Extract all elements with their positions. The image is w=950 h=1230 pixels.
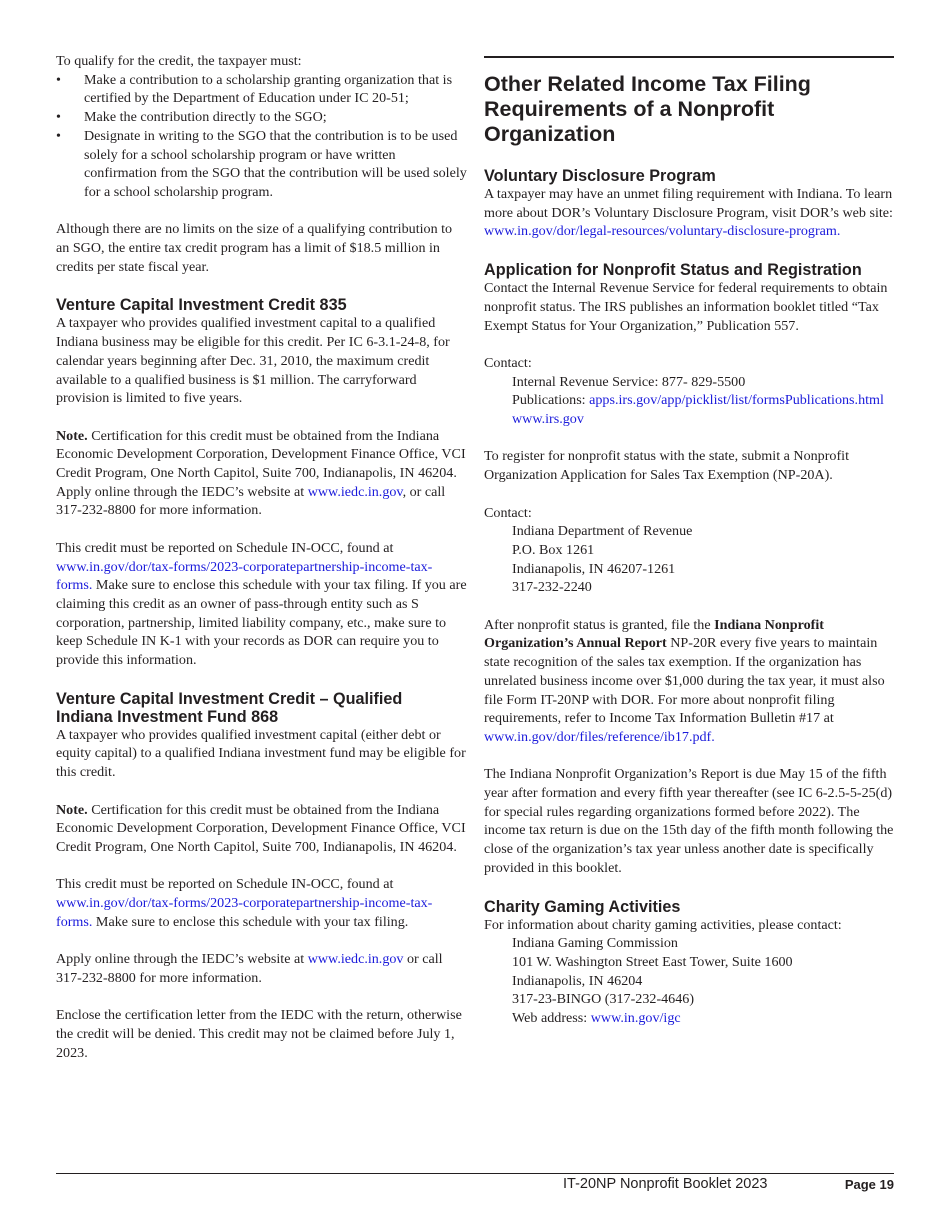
contact-label: Contact: — [484, 504, 532, 521]
address-line: Indianapolis, IN 46204 — [512, 972, 643, 989]
due-paragraph: The Indiana Nonprofit Organization’s Report is due May 15 of the fifth year after formation and every fifth year thereafter (see IC 6-2.5-5-25(d) for special rules regarding organizations formed before 2022). The income tax return is due on the 15th day of the fifth month following the close of the organization’s tax year unless another date is specifically provided in this booklet. — [484, 766, 894, 876]
vdp-paragraph: A taxpayer may have an unmet filing requirement with Indiana. To learn more about DOR’s Voluntary Disclosure Program, visit DOR’s web site: www.in.gov/dor/legal-resources/voluntary-disclosure-program. — [484, 186, 893, 240]
section-divider — [484, 56, 894, 58]
bullet-icon: • — [56, 127, 61, 144]
publications-line: Publications: apps.irs.gov/app/picklist/list/formsPublications.html — [512, 392, 884, 409]
vci-fund-paragraph: A taxpayer who provides qualified investment capital (either debt or equity capital) to a qualified Indiana investment fund may be eligible for this credit. — [56, 726, 466, 781]
list-item: • Make a contribution to a scholarship granting organization that is certified by the Department of Education under IC 20-51; — [56, 71, 453, 107]
tax-forms-link[interactable]: www.in.gov/dor/tax-forms/2023-corporatepartnership-income-tax-forms. — [56, 558, 433, 594]
address-line: Indiana Department of Revenue — [512, 523, 693, 540]
publications-link[interactable]: apps.irs.gov/app/picklist/list/formsPublications.html — [589, 392, 884, 409]
right-column — [484, 72, 894, 1028]
phone-line: 317-23-BINGO (317-232-4646) — [512, 991, 695, 1008]
address-line: Indianapolis, IN 46207-1261 — [512, 560, 676, 577]
phone-line: 317-232-2240 — [512, 579, 592, 596]
page-number: Page 19 — [844, 1177, 894, 1192]
vci-heading: Venture Capital Investment Credit 835 — [56, 296, 347, 315]
qualify-list — [56, 71, 468, 202]
application-paragraph: Contact the Internal Revenue Service for federal requirements to obtain nonprofit status. The IRS publishes an information booklet titled “Tax Exempt Status for Your Organization,” Publication 557. — [484, 280, 888, 334]
list-item: • Designate in writing to the SGO that the contribution is to be used solely for a school scholarship program or have written confirmation from the SGO that the contribution will be used solely for a school scholarship program. — [56, 127, 467, 200]
vci-report: This credit must be reported on Schedule IN-OCC, found at www.in.gov/dor/tax-forms/2023-corporatepartnership-income-tax-forms. Make sure to enclose this schedule with your tax filing. If you are claiming this credit as an owner of pass-through entity such as S corporation, partnership, limited liability company, etc., make sure to keep Schedule IN K-1 with your records as DOR can require you to provide this information. — [56, 539, 467, 669]
address-line: 101 W. Washington Street East Tower, Suite 1600 — [512, 953, 793, 970]
footer-title: IT-20NP Nonprofit Booklet 2023 — [563, 1176, 768, 1192]
limits-paragraph: Although there are no limits on the size of a qualifying contribution to an SGO, the entire tax credit program has a limit of $18.5 million in credits per state fiscal year. — [56, 221, 453, 275]
irs-link[interactable]: www.irs.gov — [512, 411, 584, 428]
address-line: Indiana Gaming Commission — [512, 935, 678, 952]
vci-paragraph: A taxpayer who provides qualified investment capital to a qualified Indiana business may be eligible for this credit. Per IC 6-3.1-24-8, for calendar years beginning after Dec. 31, 2010, the maximum credit available to a qualified business is $1 million. The carryforward provision is limited to five years. — [56, 315, 450, 407]
gaming-intro: For information about charity gaming activities, please contact: — [484, 916, 842, 933]
vdp-link[interactable]: www.in.gov/dor/legal-resources/voluntary-disclosure-program. — [484, 223, 841, 240]
vci-fund-report: This credit must be reported on Schedule IN-OCC, found at www.in.gov/dor/tax-forms/2023-corporatepartnership-income-tax-forms. Make sure to enclose this schedule with your tax filing. — [56, 876, 433, 930]
contact-label: Contact: — [484, 354, 532, 371]
footer-divider — [56, 1173, 894, 1174]
vci-fund-note: Note. Certification for this credit must be obtained from the Indiana Economic Development Corporation, Development Finance Office, VCI Credit Program, One North Capitol, Suite 700, Indianapolis, IN 46204. — [56, 801, 466, 855]
igc-link[interactable]: www.in.gov/igc — [590, 1010, 681, 1027]
vci-fund-enclose: Enclose the certification letter from the IEDC with the return, otherwise the credit will be denied. This credit may not be claimed before July 1, 2023. — [56, 1007, 462, 1061]
bullet-icon: • — [56, 71, 61, 88]
iedc-link[interactable]: www.iedc.in.gov — [307, 483, 403, 500]
address-line: P.O. Box 1261 — [512, 541, 595, 558]
qualify-intro: To qualify for the credit, the taxpayer must: — [56, 53, 302, 69]
annual-report-paragraph: After nonprofit status is granted, file the Indiana Nonprofit Organization’s Annual Report NP-20R every five years to maintain state recognition of the sales tax exemption. If the organization has unrelated business income over $1,000 during the tax year, it must also file Form IT-20NP with DOR. For more about nonprofit filing requirements, refer to Income Tax Information Bulletin #17 at www.in.gov/dor/files/reference/ib17.pdf. — [484, 616, 885, 745]
gaming-heading: Charity Gaming Activities — [484, 897, 681, 916]
bullet-icon: • — [56, 109, 61, 126]
vdp-heading: Voluntary Disclosure Program — [484, 167, 716, 185]
application-heading: Application for Nonprofit Status and Registration — [484, 261, 862, 280]
irs-phone: Internal Revenue Service: 877- 829-5500 — [512, 373, 746, 390]
register-paragraph: To register for nonprofit status with the state, submit a Nonprofit Organization Application for Sales Tax Exemption (NP-20A). — [484, 448, 849, 484]
list-item: • Make the contribution directly to the SGO; — [56, 109, 327, 126]
vci-fund-apply: Apply online through the IEDC’s website at www.iedc.in.gov or call 317-232-8800 for more information. — [56, 951, 443, 986]
web-line: Web address: www.in.gov/igc — [512, 1010, 681, 1027]
page-title: Other Related Income Tax Filing Requirements of a Nonprofit Organization — [484, 72, 811, 146]
left-column — [56, 52, 468, 1062]
bulletin-link[interactable]: www.in.gov/dor/files/reference/ib17.pdf. — [484, 728, 715, 745]
irs-line — [484, 410, 894, 429]
iedc-link[interactable]: www.iedc.in.gov — [307, 951, 404, 968]
vci-fund-heading: Venture Capital Investment Credit – Qualified Indiana Investment Fund 868 — [56, 689, 403, 726]
vci-note: Note. Certification for this credit must be obtained from the Indiana Economic Development Corporation, Development Finance Office, VCI Credit Program, One North Capitol, Suite 700, Indianapolis, IN 46204. Apply online through the IEDC’s website at www.iedc.in.gov, or call 317-232-8800 for more information. — [56, 427, 466, 519]
tax-forms-link[interactable]: www.in.gov/dor/tax-forms/2023-corporatepartnership-income-tax-forms. — [56, 895, 433, 930]
